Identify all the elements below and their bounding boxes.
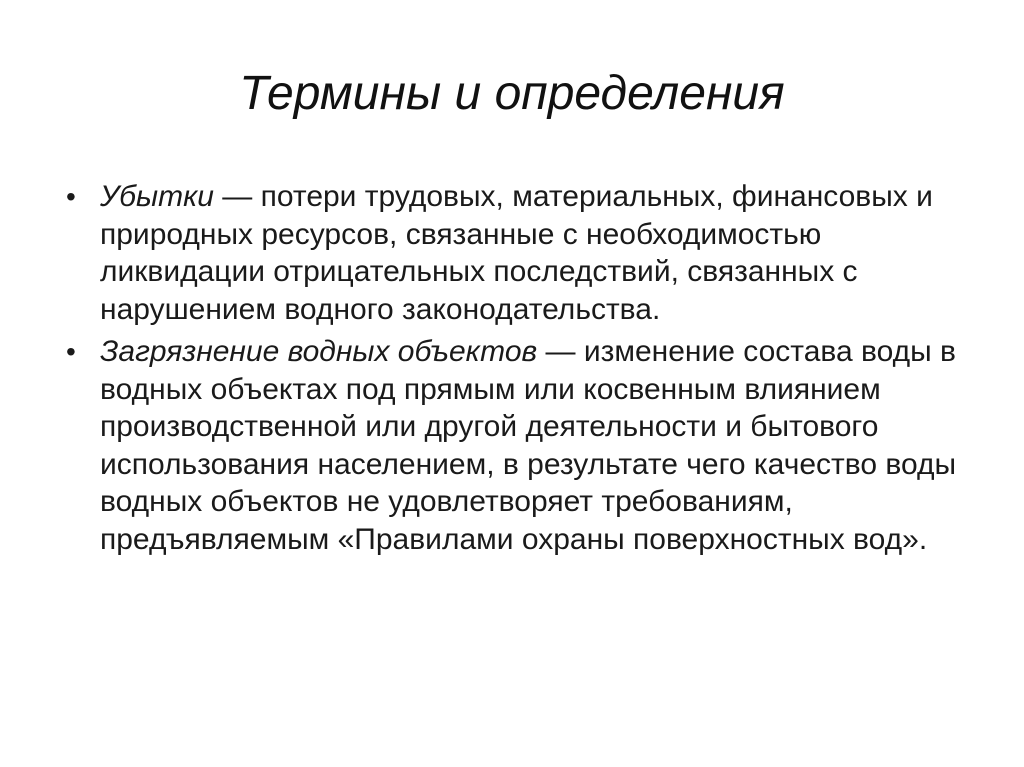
definition-text: — потери трудовых, материальных, финансовых и природных ресурсов, связанные с необходимостью ликвидации отрицательных последствий, связанных с нарушением водного законодательства. [100,180,933,326]
term-label: Загрязнение водных объектов [100,335,538,368]
list-item [66,178,976,328]
list-item [66,333,976,558]
term-label: Убытки [100,180,214,213]
definition-text: — изменение состава воды в водных объектах под прямым или косвенным влиянием производственной или другой деятельности и бытового использования населением, в результате чего качество воды водных объектов не удовлетворяет требованиям, предъявляемым «Правилами охраны поверхностных вод». [100,335,957,556]
bullet-icon: • [66,336,76,367]
bullet-list [66,178,976,563]
bullet-icon: • [66,181,76,212]
slide-title: Термины и определения [239,67,785,120]
